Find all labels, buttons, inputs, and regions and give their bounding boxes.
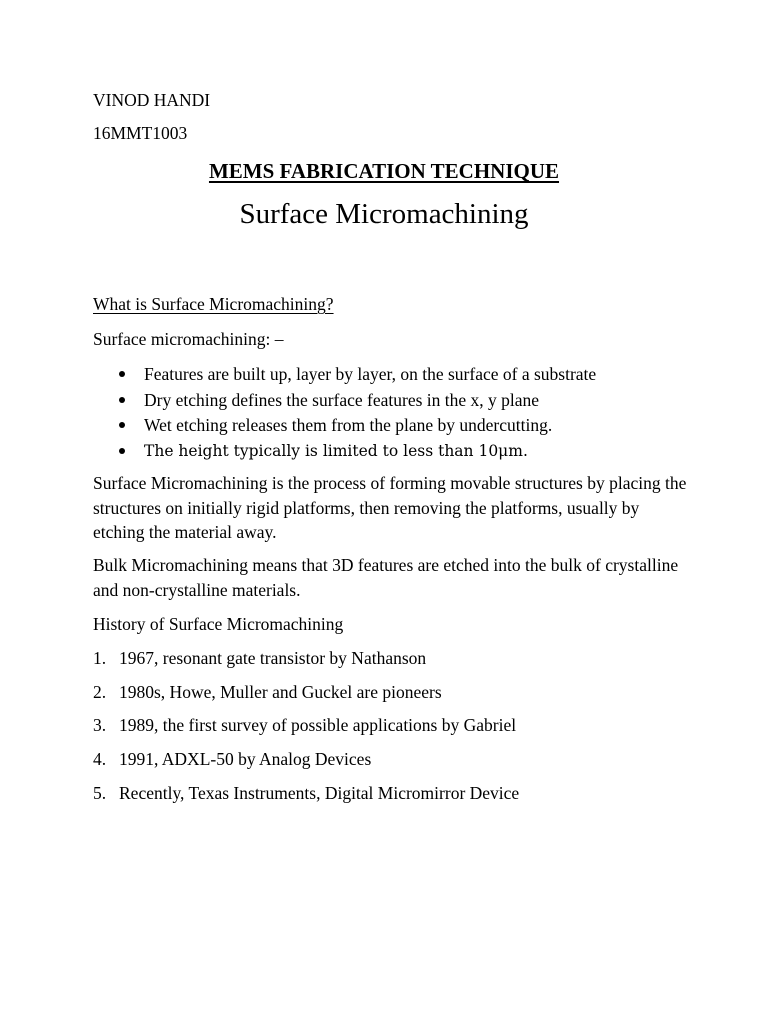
history-item — [93, 680, 519, 714]
history-item-number: 1. — [93, 648, 107, 668]
history-item-text: 1980s, Howe, Muller and Guckel are pioneers — [119, 681, 442, 702]
history-item — [93, 781, 519, 815]
history-item-number: 3. — [93, 715, 107, 736]
bullet-icon — [119, 422, 125, 428]
history-item-text: 1991, ADXL-50 by Analog Devices — [119, 749, 372, 770]
feature-bullet-list — [117, 362, 596, 464]
history-list — [93, 646, 519, 814]
bullet-text: Features are built up, layer by layer, on the surface of a substrate — [144, 364, 597, 384]
bullet-item — [117, 413, 596, 439]
bullet-icon — [119, 371, 125, 377]
bullet-text: Dry etching defines the surface features in the x, y plane — [144, 389, 540, 410]
history-item — [93, 646, 519, 680]
section-intro: Surface micromachining: – — [93, 329, 284, 349]
roll-number: 16MMT1003 — [93, 123, 188, 143]
history-item-text: 1989, the first survey of possible applications by Gabriel — [119, 715, 517, 736]
surface-micromachining-paragraph: Surface Micromachining is the process of forming movable structures by placing the structures on initially rigid platforms, then removing the platforms, usually by etching the material away. — [93, 473, 687, 542]
history-item-number: 2. — [93, 681, 107, 702]
bullet-icon — [119, 448, 125, 454]
bullet-item — [117, 388, 596, 414]
document-heading: MEMS FABRICATION TECHNIQUE — [208, 159, 560, 183]
section-question: What is Surface Micromachining? — [93, 294, 334, 314]
bullet-icon — [119, 397, 125, 403]
bulk-micromachining-paragraph: Bulk Micromachining means that 3D features are etched into the bulk of crystalline and non-crystalline materials. — [93, 555, 679, 600]
history-item-number: 5. — [93, 782, 107, 803]
history-item — [93, 747, 519, 781]
history-item — [93, 713, 519, 747]
document-title: Surface Micromachining — [239, 198, 529, 230]
history-item-text: Recently, Texas Instruments, Digital Micromirror Device — [119, 782, 520, 803]
bullet-item — [117, 439, 596, 465]
history-item-text: 1967, resonant gate transistor by Nathanson — [119, 648, 427, 668]
history-item-number: 4. — [93, 749, 107, 770]
author-name: VINOD HANDI — [93, 90, 211, 110]
history-title: History of Surface Micromachining — [93, 614, 344, 634]
bullet-text: Wet etching releases them from the plane by undercutting. — [144, 415, 553, 435]
bullet-item — [117, 362, 596, 388]
bullet-text: The height typically is limited to less than 10μm. — [144, 441, 528, 460]
